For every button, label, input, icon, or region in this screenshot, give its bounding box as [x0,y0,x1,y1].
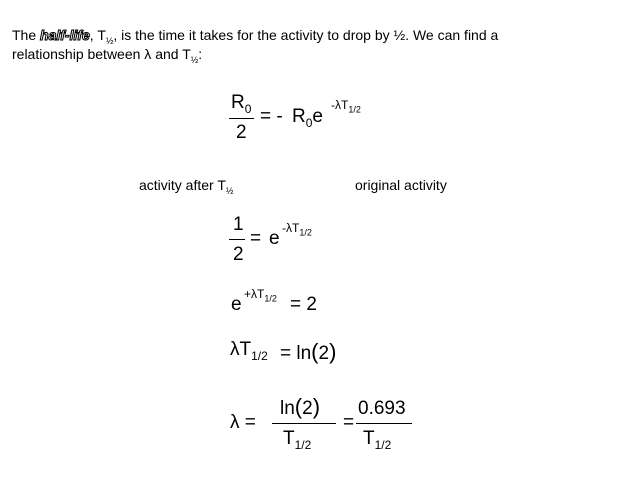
eq5-lhs: λ = [230,412,256,433]
eq2-equals: = [250,228,262,249]
label-activity-after: activity after $T_{\frac{1}{2}}$ [139,177,234,196]
eq2-fraction-bar [229,239,245,240]
eq3-rhs: = 2 [290,294,317,315]
label-original-activity: original activity [355,177,447,193]
eq1-denominator: 2 [236,122,247,143]
eq2-denominator: 2 [233,244,244,265]
intro-line2-sub: ½ [190,54,199,65]
half-life-term: half-life [40,27,90,43]
intro-line-2 [12,44,202,70]
eq5-numerator-1: ln(2) [280,394,321,419]
eq4-rhs: = ln(2) [280,339,337,364]
eq3-e: e [231,294,242,315]
eq5-numerator-2: 0.693 [358,398,406,419]
intro-line2-end: : [198,46,203,62]
intro-line2-start: relationship between λ and T [12,46,191,62]
eq5-fraction-bar-1 [272,423,336,424]
eq2-e: e [269,228,280,249]
eq2-exponent: $-\lambda T_{1/2}$ [282,221,312,238]
eq5-denominator-1: $T_{1/2}$ [283,428,312,452]
eq2-numerator: 1 [233,214,244,235]
intro-rest: , is the time it takes for the activity to drop by ½. We can find a [113,27,499,43]
eq1-exponent: $-\lambda T_{1/2}$ [331,98,361,115]
eq4-lhs: $\lambda T_{1/2}$ [230,339,268,363]
intro-half-sub: ½ [105,35,114,46]
eq5-left-paren: ( [294,394,303,419]
eq5-right-paren: ) [312,394,321,419]
eq3-exponent: $+\lambda T_{1/2}$ [244,287,277,304]
eq4-left-paren: ( [311,339,319,364]
eq1-rhs: $R_0e$ [292,106,323,130]
eq1-numerator: $R_0$ [231,92,252,116]
eq5-denominator-2: $T_{1/2}$ [363,428,392,452]
eq4-right-paren: ) [329,339,337,364]
eq1-fraction-bar [229,118,254,119]
eq5-fraction-bar-2 [356,423,412,424]
eq1-equals: = - [260,106,283,127]
intro-the: The [12,27,37,43]
eq5-equals: = [343,412,355,433]
intro-sep: , T [89,27,106,43]
